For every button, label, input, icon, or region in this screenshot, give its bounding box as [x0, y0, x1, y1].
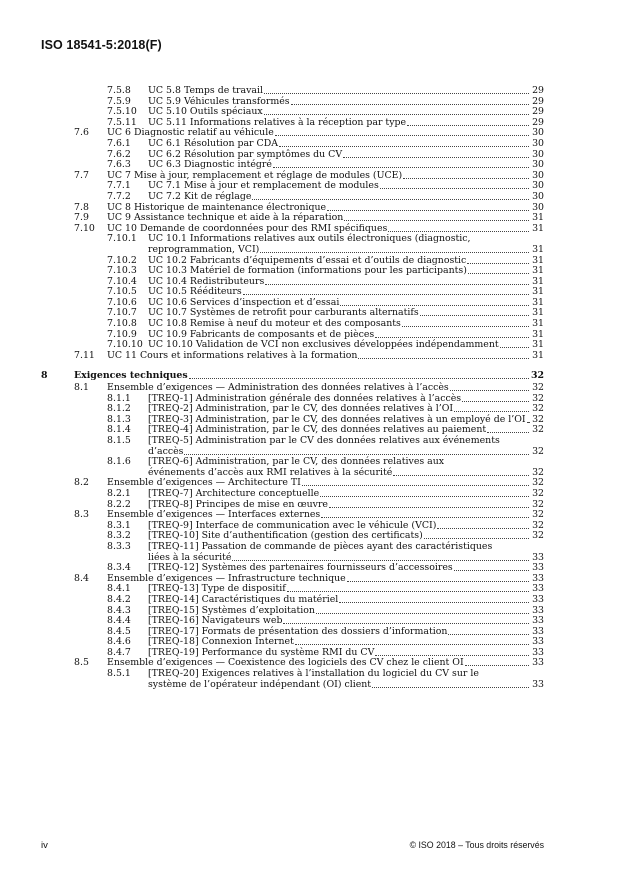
toc-entry-title: [TREQ-7] Architecture conceptuelle	[148, 487, 320, 499]
toc-entry-title: d’accès	[148, 445, 184, 457]
toc-entry-title: UC 6.2 Résolution par symptômes du CV	[148, 148, 343, 160]
toc-entry-page: 31	[532, 265, 544, 277]
toc-entry-number: 7.7.2	[107, 190, 131, 202]
toc-entry[interactable]	[0, 627, 620, 638]
toc-dot-leader	[454, 563, 529, 571]
toc-dot-leader	[450, 383, 529, 391]
toc-entry-page: 31	[532, 339, 544, 351]
toc-dot-leader	[347, 574, 529, 582]
toc-entry-title: UC 6.3 Diagnostic intégré	[148, 159, 272, 171]
toc-entry-title: UC 7.1 Mise à jour et remplacement de modules	[148, 180, 379, 192]
toc-entry-title: reprogrammation, VCI)	[148, 243, 260, 255]
toc-entry-number: 8.4.6	[107, 636, 131, 648]
toc-entry-title: [TREQ-8] Principes de mise en œuvre	[148, 498, 328, 510]
toc-entry-page: 33	[532, 583, 544, 595]
toc-entry-page: 30	[532, 190, 544, 202]
toc-entry-title: [TREQ-12] Systèmes des partenaires fournisseurs d’accessoires	[148, 562, 453, 574]
toc-entry-page: 32	[532, 413, 544, 425]
toc-dot-leader	[339, 595, 529, 603]
toc-entry-page: 33	[532, 572, 544, 584]
toc-dot-leader	[291, 97, 529, 105]
toc-entry-page: 31	[532, 328, 544, 340]
toc-dot-leader	[283, 616, 529, 624]
toc-entry[interactable]	[0, 266, 620, 277]
toc-entry-number: 7.10.3	[107, 265, 137, 277]
toc-dot-leader	[275, 128, 529, 136]
toc-dot-leader	[500, 340, 529, 348]
toc-dot-leader	[273, 160, 529, 168]
toc-entry-number: 8.3.3	[107, 540, 131, 552]
toc-entry-title: [TREQ-19] Performance du système RMI du CV	[148, 646, 375, 658]
footer-copyright: © ISO 2018 – Tous droits réservés	[409, 840, 544, 850]
toc-entry-number: 7.10.4	[107, 275, 137, 287]
toc-entry-page: 32	[532, 487, 544, 499]
toc-entry-number: 8.4.7	[107, 646, 131, 658]
toc-entry-number: 7.10.5	[107, 286, 137, 298]
toc-entry-title: [TREQ-17] Formats de présentation des dossiers d’information	[148, 625, 448, 637]
toc-entry-page: 30	[532, 169, 544, 181]
toc-entry-title: UC 10.3 Matériel de formation (informations pour les participants)	[148, 265, 467, 277]
toc-dot-leader	[380, 181, 529, 189]
toc-entry-number: 8.3.4	[107, 562, 131, 574]
toc-entry-page: 32	[532, 424, 544, 436]
toc-entry[interactable]	[0, 542, 620, 563]
toc-dot-leader	[295, 637, 529, 645]
toc-entry[interactable]	[0, 139, 620, 150]
toc-entry[interactable]	[0, 574, 620, 585]
toc-dot-leader	[287, 584, 529, 592]
toc-entry-number: 7.10.10	[107, 339, 143, 351]
toc-entry-page: 31	[532, 286, 544, 298]
toc-entry-page: 31	[532, 349, 544, 361]
toc-entry-page: 33	[532, 551, 544, 563]
toc-entry-page: 33	[532, 593, 544, 605]
toc-entry-number: 8.1.1	[107, 392, 131, 404]
toc-dot-leader	[468, 266, 529, 274]
toc-entry-title: [TREQ-10] Site d’authentification (gestion des certificats)	[148, 530, 423, 542]
toc-entry-number: 7.6.3	[107, 159, 131, 171]
toc-entry-title: UC 9 Assistance technique et aide à la réparation	[107, 212, 344, 224]
toc-entry-page: 32	[532, 466, 544, 478]
toc-dot-leader	[375, 648, 529, 656]
toc-entry-number: 7.5.9	[107, 95, 131, 107]
toc-dot-leader	[527, 415, 529, 423]
toc-dot-leader	[232, 553, 529, 561]
toc-entry-number: 7.6	[74, 127, 89, 139]
toc-entry-number: 8.5	[74, 657, 89, 669]
toc-dot-leader	[358, 351, 529, 359]
toc-dot-leader	[252, 192, 529, 200]
toc-entry-page: 30	[532, 180, 544, 192]
toc-entry-title: UC 10.6 Services d’inspection et d’essai	[148, 296, 340, 308]
toc-dot-leader	[487, 425, 529, 433]
toc-entry-page: 32	[532, 509, 544, 521]
toc-entry-page: 30	[532, 148, 544, 160]
toc-entry-page: 32	[532, 392, 544, 404]
toc-entry[interactable]	[0, 371, 620, 382]
toc-entry-page: 31	[532, 254, 544, 266]
toc-entry-number: 8.1	[74, 382, 89, 394]
toc-entry-number: 8.2.2	[107, 498, 131, 510]
table-of-contents	[0, 86, 620, 690]
toc-entry-page: 32	[532, 382, 544, 394]
toc-entry-title: UC 5.10 Outils spéciaux	[148, 106, 263, 118]
toc-entry-page: 32	[532, 519, 544, 531]
toc-entry-title: UC 8 Historique de maintenance électronique	[107, 201, 327, 213]
toc-dot-leader	[279, 139, 529, 147]
toc-entry-title: [TREQ-1] Administration générale des données relatives à l’accès	[148, 392, 462, 404]
toc-entry[interactable]	[0, 234, 620, 255]
toc-dot-leader	[343, 150, 529, 158]
toc-entry[interactable]	[0, 128, 620, 139]
toc-entry-title: UC 10.8 Remise à neuf du moteur et des composants	[148, 318, 401, 330]
toc-entry-page: 32	[532, 477, 544, 489]
toc-entry-page: 33	[532, 562, 544, 574]
toc-entry-title: Ensemble d’exigences — Architecture TI	[107, 477, 301, 489]
toc-entry-title: UC 10.2 Fabricants d’équipements d’essai et d’outils de diagnostic	[148, 254, 467, 266]
toc-entry-title: [TREQ-14] Caractéristiques du matériel	[148, 593, 339, 605]
toc-entry-number: 7.5.11	[107, 116, 137, 128]
toc-entry-title: UC 7 Mise à jour, remplacement et réglage de modules (UCE)	[107, 169, 403, 181]
toc-dot-leader	[327, 203, 529, 211]
toc-entry-page: 30	[532, 159, 544, 171]
toc-entry-number: 8.4.2	[107, 593, 131, 605]
toc-entry-number: 8.3	[74, 509, 89, 521]
toc-entry-title: [TREQ-6] Administration, par le CV, des données relatives aux	[148, 456, 445, 468]
toc-entry-page: 32	[530, 370, 544, 382]
toc-entry-title: UC 10.1 Informations relatives aux outils électroniques (diagnostic,	[148, 233, 471, 245]
toc-entry-page: 33	[532, 625, 544, 637]
toc-dot-leader	[184, 447, 529, 455]
toc-entry[interactable]	[0, 192, 620, 203]
toc-entry[interactable]	[0, 457, 620, 478]
toc-entry-title: [TREQ-13] Type de dispositif	[148, 583, 286, 595]
toc-entry-number: 7.6.1	[107, 137, 131, 149]
toc-entry-number: 7.10.9	[107, 328, 137, 340]
toc-entry-title: UC 10 Demande de coordonnées pour des RMI spécifiques	[107, 222, 388, 234]
toc-dot-leader	[420, 308, 529, 316]
toc-entry-page: 33	[532, 636, 544, 648]
toc-entry-title: [TREQ-11] Passation de commande de pièces ayant des caractéristiques	[148, 540, 493, 552]
toc-entry-number: 7.10	[74, 222, 95, 234]
toc-dot-leader	[316, 606, 529, 614]
toc-entry-title: UC 10.9 Fabricants de composants et de pièces	[148, 328, 375, 340]
toc-dot-leader	[372, 680, 529, 688]
toc-entry-number: 7.5.10	[107, 106, 137, 118]
toc-entry-page: 29	[532, 95, 544, 107]
toc-entry-number: 7.10.6	[107, 296, 137, 308]
toc-entry[interactable]	[0, 351, 620, 362]
toc-entry[interactable]	[0, 150, 620, 161]
toc-entry-page: 32	[532, 498, 544, 510]
toc-dot-leader	[375, 330, 529, 338]
toc-entry[interactable]	[0, 118, 620, 129]
toc-entry-page: 32	[532, 403, 544, 415]
toc-entry-number: 8	[41, 370, 48, 382]
toc-entry-title: UC 10.7 Systèmes de retrofit pour carburants alternatifs	[148, 307, 419, 319]
toc-entry-page: 29	[532, 116, 544, 128]
toc-entry-title: UC 11 Cours et informations relatives à la formation	[107, 349, 358, 361]
toc-entry-number: 7.10.1	[107, 233, 137, 245]
toc-entry-page: 31	[532, 212, 544, 224]
toc-entry-page: 29	[532, 106, 544, 118]
toc-entry-number: 8.5.1	[107, 668, 131, 680]
toc-entry-title: UC 10.10 Validation de VCI non exclusives développées indépendamment	[148, 339, 499, 351]
toc-entry-title: [TREQ-3] Administration, par le CV, des données relatives à un employé de l’OI	[148, 413, 526, 425]
toc-entry-page: 33	[532, 646, 544, 658]
toc-entry-number: 8.4.5	[107, 625, 131, 637]
toc-dot-leader	[243, 287, 529, 295]
toc-entry-page: 32	[532, 530, 544, 542]
toc-entry-title: Exigences techniques	[74, 370, 188, 382]
toc-entry[interactable]	[0, 595, 620, 606]
toc-entry-title: [TREQ-2] Administration, par le CV, des données relatives à l’OI	[148, 403, 454, 415]
toc-entry-number: 8.4.1	[107, 583, 131, 595]
toc-dot-leader	[344, 213, 529, 221]
toc-entry-number: 8.2.1	[107, 487, 131, 499]
toc-entry-number: 7.10.7	[107, 307, 137, 319]
toc-dot-leader	[424, 531, 529, 539]
toc-entry-title: UC 5.8 Temps de travail	[148, 85, 263, 96]
toc-entry-title: Ensemble d’exigences — Coexistence des logiciels des CV chez le client OI	[107, 657, 464, 669]
toc-entry-title: Ensemble d’exigences — Administration des données relatives à l’accès	[107, 382, 449, 394]
toc-dot-leader	[402, 319, 529, 327]
toc-dot-leader	[265, 277, 529, 285]
toc-entry-page: 33	[532, 604, 544, 616]
toc-entry-title: [TREQ-4] Administration, par le CV, des données relatives au paiement	[148, 424, 487, 436]
toc-entry-title: [TREQ-20] Exigences relatives à l’installation du logiciel du CV sur le	[148, 668, 479, 680]
toc-entry[interactable]	[0, 277, 620, 288]
document-header: ISO 18541-5:2018(F)	[41, 38, 162, 52]
footer-page-number: iv	[41, 840, 48, 851]
toc-dot-leader	[462, 394, 529, 402]
toc-dot-leader	[302, 478, 529, 486]
toc-entry-title: Ensemble d’exigences — Interfaces externes	[107, 509, 321, 521]
toc-entry-number: 8.1.3	[107, 413, 131, 425]
toc-entry-title: UC 7.2 Kit de réglage	[148, 190, 252, 202]
toc-dot-leader	[393, 468, 529, 476]
toc-entry-number: 7.6.2	[107, 148, 131, 160]
toc-dot-leader	[321, 510, 529, 518]
toc-dot-leader	[454, 404, 529, 412]
toc-dot-leader	[388, 224, 529, 232]
toc-dot-leader	[264, 86, 529, 94]
toc-entry-number: 8.1.2	[107, 403, 131, 415]
toc-entry-page: 30	[532, 201, 544, 213]
toc-entry-number: 7.10.8	[107, 318, 137, 330]
toc-entry[interactable]	[0, 606, 620, 617]
toc-entry[interactable]	[0, 86, 620, 97]
toc-entry-title: [TREQ-15] Systèmes d’exploitation	[148, 604, 315, 616]
toc-dot-leader	[465, 658, 529, 666]
toc-entry[interactable]	[0, 669, 620, 690]
toc-entry-page: 33	[532, 615, 544, 627]
toc-entry-title: UC 5.9 Véhicules transformés	[148, 95, 290, 107]
toc-entry-title: [TREQ-5] Administration par le CV des données relatives aux événements	[148, 435, 500, 446]
toc-entry-number: 8.2	[74, 477, 89, 489]
toc-entry-number: 7.7	[74, 169, 89, 181]
toc-entry-title: [TREQ-18] Connexion Internet	[148, 636, 294, 648]
toc-entry-number: 8.4.4	[107, 615, 131, 627]
toc-entry-number: 7.5.8	[107, 85, 131, 96]
toc-entry[interactable]	[0, 489, 620, 500]
toc-entry-title: système de l’opérateur indépendant (OI) client	[148, 678, 372, 690]
toc-entry-page: 33	[532, 657, 544, 669]
toc-entry-page: 31	[532, 275, 544, 287]
toc-dot-leader	[189, 371, 529, 379]
toc-entry-number: 8.3.1	[107, 519, 131, 531]
toc-entry-title: [TREQ-9] Interface de communication avec le véhicule (VCI)	[148, 519, 437, 531]
toc-entry-page: 32	[532, 445, 544, 457]
toc-dot-leader	[329, 500, 529, 508]
toc-dot-leader	[320, 489, 529, 497]
toc-entry-title: UC 5.11 Informations relatives à la réception par type	[148, 116, 407, 128]
toc-entry-number: 8.1.4	[107, 424, 131, 436]
toc-entry-page: 29	[532, 85, 544, 96]
toc-entry-number: 7.10.2	[107, 254, 137, 266]
toc-entry-page: 31	[532, 222, 544, 234]
toc-entry-number: 8.4	[74, 572, 89, 584]
toc-entry-page: 31	[532, 243, 544, 255]
toc-entry-number: 8.1.6	[107, 456, 131, 468]
toc-entry-number: 8.4.3	[107, 604, 131, 616]
toc-entry-title: UC 6.1 Résolution par CDA	[148, 137, 278, 149]
toc-entry-page: 31	[532, 307, 544, 319]
toc-entry-title: UC 6 Diagnostic relatif au véhicule	[107, 127, 274, 139]
toc-entry-title: liées à la sécurité	[148, 551, 232, 563]
toc-entry-number: 8.1.5	[107, 435, 131, 446]
toc-dot-leader	[403, 171, 529, 179]
toc-entry-title: [TREQ-16] Navigateurs web	[148, 615, 283, 627]
toc-entry-title: UC 10.4 Redistributeurs	[148, 275, 265, 287]
toc-entry-number: 7.7.1	[107, 180, 131, 192]
toc-dot-leader	[437, 521, 529, 529]
toc-entry-number: 8.3.2	[107, 530, 131, 542]
toc-entry-number: 7.11	[74, 349, 95, 361]
toc-entry[interactable]	[0, 181, 620, 192]
toc-dot-leader	[448, 627, 529, 635]
toc-entry[interactable]	[0, 436, 620, 457]
toc-entry-page: 31	[532, 318, 544, 330]
toc-dot-leader	[407, 118, 529, 126]
toc-entry-title: UC 10.5 Rééditeurs	[148, 286, 242, 298]
toc-entry-number: 7.8	[74, 201, 89, 213]
toc-entry-number: 7.9	[74, 212, 89, 224]
toc-dot-leader	[340, 298, 529, 306]
toc-entry-page: 31	[532, 296, 544, 308]
toc-dot-leader	[264, 107, 529, 115]
toc-dot-leader	[467, 256, 529, 264]
toc-entry-title: Ensemble d’exigences — Infrastructure technique	[107, 572, 346, 584]
toc-entry-page: 30	[532, 137, 544, 149]
toc-entry-title: événements d’accès aux RMI relatives à la sécurité	[148, 466, 393, 478]
toc-entry[interactable]	[0, 97, 620, 108]
toc-entry-page: 33	[532, 678, 544, 690]
toc-dot-leader	[260, 245, 529, 253]
toc-entry-page: 30	[532, 127, 544, 139]
